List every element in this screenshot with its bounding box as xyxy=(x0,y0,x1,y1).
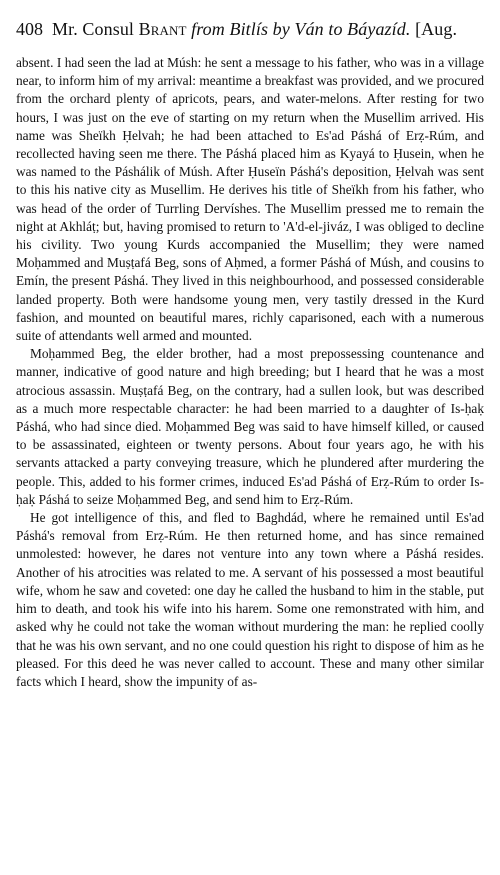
paragraph-1: absent. I had seen the lad at Músh: he sent a message to his father, who was in a village near, to inform him of my arrival: meantime a breakfast was provided, and we procured from the orchard plenty of apricots, pears, and water-melons. After resting for two hours, I was just on the eve of starting on my return when the Musellim arrived. His name was Sheïkh Ḥelvah; he had been attached to Es'ad Páshá of Erẓ-Rúm, and recollected having seen me there. The Páshá placed him as Kyayá to Ḥusein, when he was named to the Páshálik of Músh. After Ḥuseïn Páshá's deposition, Ḥelvah was sent to this his native city as Musellim. He derives his title of Sheïkh from his father, who was head of the order of Turrling Dervíshes. The Musellim pressed me to remain the night at Akhláṭ; but, having promised to return to 'A'd-el-jiváz, I was obliged to decline his civility. Two young Kurds accompanied the Musellim; they were named Moḥammed and Muṣṭafá Beg, sons of Aḥmed, a former Páshá of Músh, and cousins to Emín, the present Páshá. They lived in this neighbourhood, and possessed considerable landed property. Both were handsome young men, very tastily dressed in the Kurd fashion, and mounted on beautiful mares, richly caparisoned, each with a numerous suite of attendants well armed and mounted. xyxy=(16,55,484,344)
body-text xyxy=(16,54,484,691)
title-suffix: [Aug. xyxy=(410,19,458,39)
paragraph-3: He got intelligence of this, and fled to Baghdád, where he remained until Es'ad Páshá's removal from Erẓ-Rúm. He then returned home, and has since remained unmolested: however, he dares not venture into any town where a Páshá resides. Another of his atrocities was related to me. A servant of his possessed a most beautiful wife, whom he saw and coveted: one day he called the husband to him in the stable, put him to death, and took his wife into his harem. Some one remonstrated with him, and asked why he could not take the woman without murdering the man: he replied coolly that he was his own servant, and no one could question his right to dispose of him as he pleased. For this deed he was never called to account. These and many other similar facts which I heard, show the impunity of as- xyxy=(16,510,485,689)
running-header xyxy=(16,18,484,40)
paragraph-2: Moḥammed Beg, the elder brother, had a most prepossessing countenance and manner, indicative of good nature and high breeding; but I heard that he was a most atrocious assassin. Muṣṭafá Beg, on the contrary, had a sullen look, but was described as a much more respectable character: he had been married to a daughter of Is-ḥaḳ Páshá, who had since died. Moḥammed Beg was said to have himself killed, or caused to be assassinated, eighteen or twenty persons. About four years ago, he with his servants attacked a party conveying treasure, which he plundered after murdering the people. This, added to his former crimes, induced Es'ad Páshá of Erẓ-Rúm to order Is-ḥaḳ Páshá to seize Moḥammed Beg, and send him to Erẓ-Rúm. xyxy=(16,346,484,507)
title-prefix: Mr. Consul xyxy=(52,19,139,39)
title-name: Brant xyxy=(138,19,187,39)
running-title xyxy=(52,18,457,40)
title-italic: from Bitlís by Ván to Báyazíd. xyxy=(191,19,411,39)
page-number: 408 xyxy=(16,19,43,39)
